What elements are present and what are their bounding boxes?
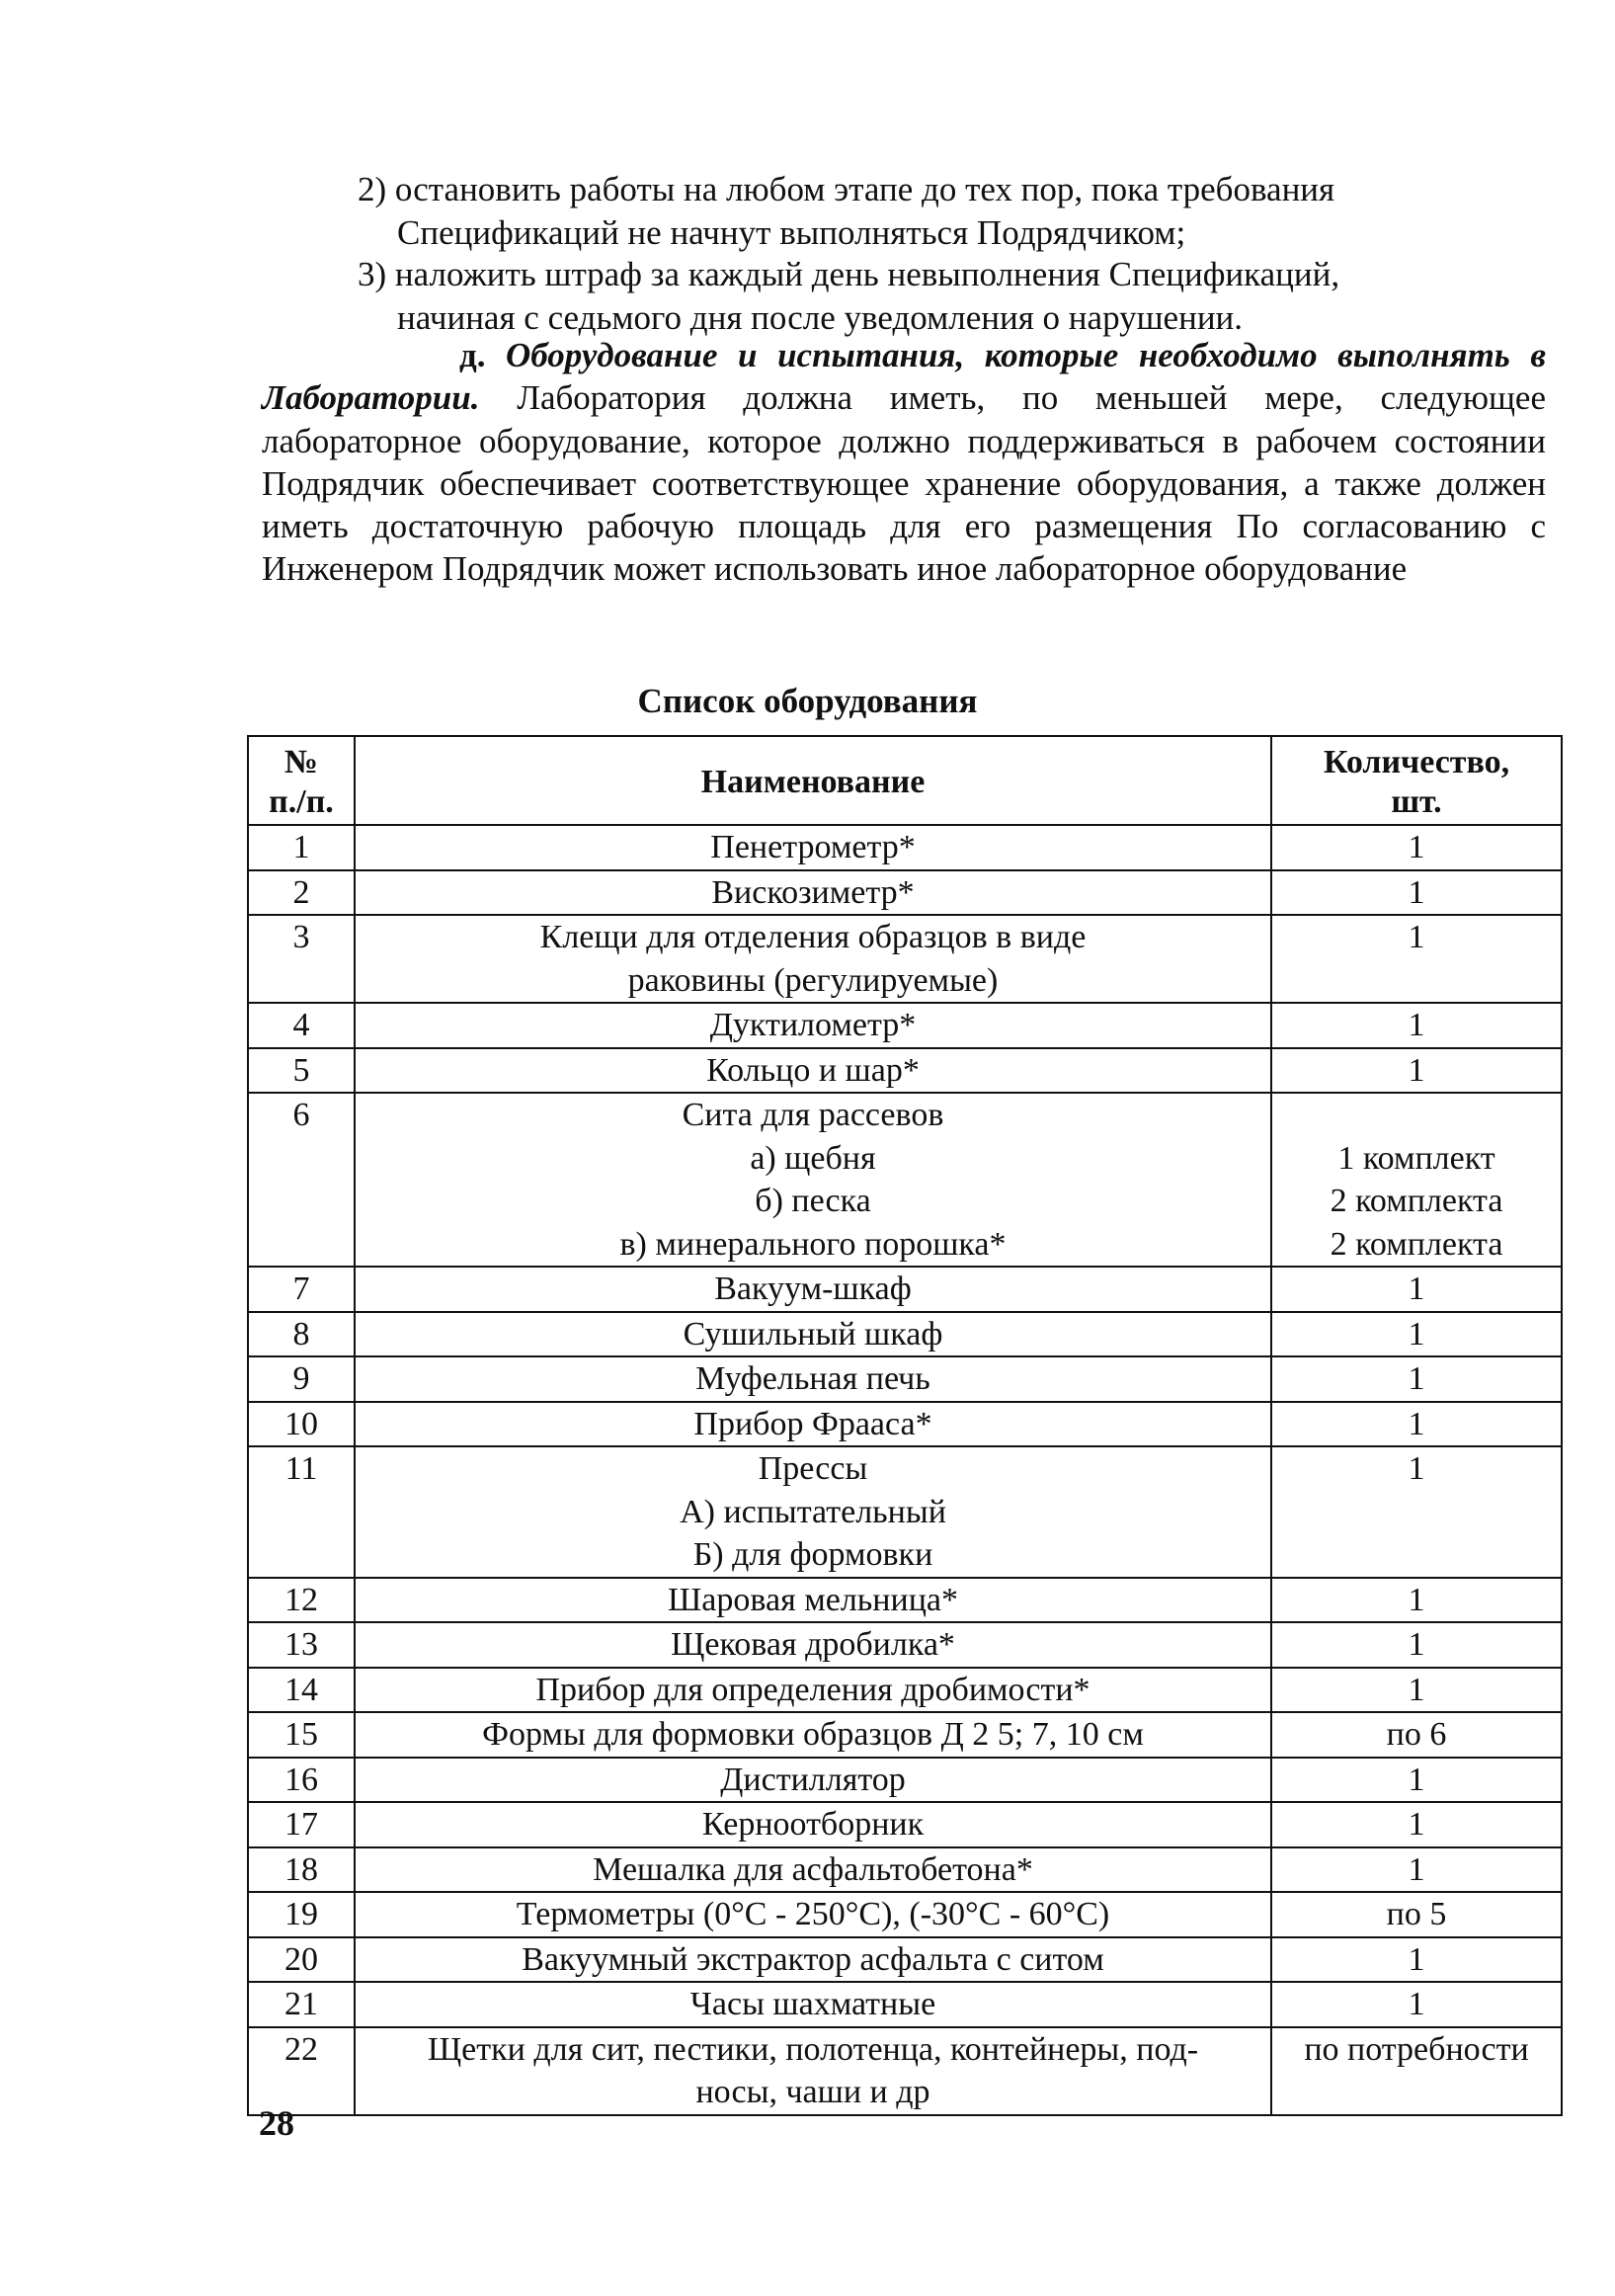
row-name-line: Сита для рассевов [682, 1097, 944, 1133]
table-row [248, 1802, 1562, 1847]
row-number: 22 [248, 2027, 355, 2115]
row-number: 19 [248, 1892, 355, 1937]
row-number: 1 [248, 825, 355, 870]
row-name [355, 1312, 1271, 1357]
row-name [355, 1402, 1271, 1447]
row-quantity [1271, 1446, 1562, 1578]
row-number: 15 [248, 1712, 355, 1758]
row-quantity-line: 1 [1408, 1360, 1425, 1397]
row-quantity-line: 1 [1408, 1271, 1425, 1307]
row-quantity-line: 1 [1408, 1405, 1425, 1442]
row-quantity [1271, 1048, 1562, 1094]
row-quantity-line: 2 комплекта [1330, 1183, 1503, 1219]
row-number: 18 [248, 1847, 355, 1893]
row-quantity [1271, 1847, 1562, 1893]
row-name [355, 1982, 1271, 2027]
table-header-row [248, 736, 1562, 825]
row-quantity-line: по потребности [1304, 2030, 1529, 2068]
row-name-line: Керноотборник [701, 1806, 925, 1843]
row-name [355, 1937, 1271, 1983]
row-name-line: Вискозиметр* [711, 873, 915, 911]
row-name [355, 1892, 1271, 1937]
list-item-3-line-2: начиная с седьмого дня после уведомления о нарушении. [397, 298, 1244, 337]
row-number: 9 [248, 1356, 355, 1402]
row-quantity [1271, 915, 1562, 1003]
table-row [248, 1312, 1562, 1357]
paragraph-letter: д. [459, 336, 486, 374]
row-quantity-line: 2 комплекта [1330, 1225, 1503, 1263]
row-number: 11 [248, 1446, 355, 1578]
row-name-line: Вакуум-шкаф [714, 1271, 912, 1307]
table-row [248, 1758, 1562, 1803]
row-quantity [1271, 1937, 1562, 1983]
row-quantity [1271, 1356, 1562, 1402]
row-quantity-line: 1 [1408, 829, 1425, 865]
row-name-line: б) песка [755, 1183, 871, 1219]
row-quantity-line [1278, 1094, 1555, 1137]
row-name-line: Шаровая мельница* [668, 1581, 958, 1618]
row-quantity [1271, 870, 1562, 916]
row-quantity [1271, 1093, 1562, 1267]
row-number: 14 [248, 1668, 355, 1713]
header-number-line-1: № [283, 744, 319, 780]
table-row [248, 1937, 1562, 1983]
row-name [355, 1622, 1271, 1668]
row-quantity-line: 1 [1408, 1940, 1425, 1978]
table-row [248, 915, 1562, 1003]
row-name-line: Прибор для определения дробимости* [535, 1671, 1090, 1708]
row-quantity [1271, 1668, 1562, 1713]
paragraph-heading: Оборудование и испытания, которые необходимо выполнять в Лаборатории. [262, 336, 1546, 418]
row-number: 10 [248, 1402, 355, 1447]
header-number [248, 736, 355, 825]
row-quantity [1271, 1712, 1562, 1758]
table-row [248, 1356, 1562, 1402]
row-quantity-line: 1 [1408, 919, 1425, 955]
row-number: 16 [248, 1758, 355, 1803]
row-quantity [1271, 1267, 1562, 1312]
row-number: 3 [248, 915, 355, 1003]
row-name [355, 1668, 1271, 1713]
table-row [248, 1892, 1562, 1937]
paragraph-body: Лаборатория должна иметь, по меньшей мере, следующее лабораторное оборудование, которое должно поддерживаться в рабочем состоянии Подрядчик обеспечивает соответствующее хранение оборудования, а также должен иметь достаточную рабочую площадь для его размещения По согласованию с Инженером Подрядчик может использовать иное лабораторное оборудование [262, 378, 1546, 589]
table-title: Список оборудования [637, 682, 978, 720]
row-quantity [1271, 1892, 1562, 1937]
row-name [355, 1847, 1271, 1893]
row-name-line: Б) для формовки [692, 1536, 933, 1573]
list-item-3-line-1: 3) наложить штраф за каждый день невыполнения Спецификаций, [358, 255, 1340, 293]
table-row [248, 1578, 1562, 1623]
row-name-line: Вакуумный экстрактор асфальта с ситом [522, 1940, 1104, 1978]
row-name [355, 1003, 1271, 1048]
row-number: 6 [248, 1093, 355, 1267]
row-quantity [1271, 1622, 1562, 1668]
row-name [355, 870, 1271, 916]
table-body [248, 825, 1562, 2115]
row-quantity-line: 1 комплект [1337, 1139, 1495, 1177]
row-quantity-line: 1 [1408, 1450, 1425, 1487]
header-quantity [1271, 736, 1562, 825]
row-name-line: А) испытательный [680, 1493, 946, 1530]
table-row [248, 1847, 1562, 1893]
row-name-line: Термометры (0°С - 250°С), (-30°С - 60°С) [516, 1896, 1110, 1932]
row-quantity-line: 1 [1408, 1626, 1425, 1663]
row-quantity [1271, 1312, 1562, 1357]
row-quantity-line: 1 [1408, 1761, 1425, 1798]
row-name [355, 2027, 1271, 2115]
row-quantity-line: 1 [1408, 1671, 1425, 1708]
row-name [355, 1356, 1271, 1402]
row-number: 5 [248, 1048, 355, 1094]
row-name [355, 1446, 1271, 1578]
row-name [355, 825, 1271, 870]
row-quantity-line: по 6 [1386, 1716, 1447, 1753]
row-quantity [1271, 1758, 1562, 1803]
row-quantity-line: 1 [1408, 1007, 1425, 1043]
row-name-line: а) щебня [750, 1139, 876, 1177]
header-name: Наименование [355, 736, 1271, 825]
row-quantity [1271, 1003, 1562, 1048]
row-name [355, 1093, 1271, 1267]
list-item-2-line-1: 2) остановить работы на любом этапе до тех пор, пока требования [358, 170, 1335, 208]
row-name-line: Часы шахматные [689, 1986, 936, 2022]
row-name [355, 1048, 1271, 1094]
equipment-paragraph [262, 334, 1546, 591]
row-name [355, 1758, 1271, 1803]
row-number: 2 [248, 870, 355, 916]
row-name [355, 1267, 1271, 1312]
row-name-line: Дуктилометр* [709, 1007, 917, 1043]
row-name-line: Мешалка для асфальтобетона* [593, 1850, 1033, 1888]
row-name-line: Клещи для отделения образцов в виде [539, 919, 1087, 955]
header-quantity-line-2: шт. [1391, 783, 1442, 820]
row-name-line: Щековая дробилка* [671, 1626, 955, 1663]
table-row [248, 1982, 1562, 2027]
row-quantity [1271, 1802, 1562, 1847]
row-name-line: раковины (регулируемые) [627, 961, 999, 999]
row-name [355, 1712, 1271, 1758]
equipment-table [247, 735, 1563, 2116]
row-name-line: Кольцо и шар* [706, 1051, 920, 1089]
row-number: 4 [248, 1003, 355, 1048]
table-row [248, 1267, 1562, 1312]
row-quantity [1271, 1578, 1562, 1623]
row-name-line: Дистиллятор [720, 1761, 906, 1798]
row-name-line: Прессы [758, 1450, 868, 1487]
table-row [248, 1093, 1562, 1267]
row-quantity-line: 1 [1408, 1986, 1425, 2022]
row-name-line: Формы для формовки образцов Д 2 5; 7, 10 см [482, 1716, 1144, 1753]
table-row [248, 1446, 1562, 1578]
row-name [355, 1802, 1271, 1847]
table-row [248, 1402, 1562, 1447]
row-quantity-line: 1 [1408, 1315, 1425, 1353]
row-name-line: Пенетрометр* [710, 829, 916, 865]
row-name [355, 1578, 1271, 1623]
row-number: 20 [248, 1937, 355, 1983]
row-number: 7 [248, 1267, 355, 1312]
row-quantity-line: по 5 [1386, 1896, 1447, 1932]
table-row [248, 825, 1562, 870]
row-quantity-line: 1 [1408, 1850, 1425, 1888]
row-name-line: Муфельная печь [695, 1360, 930, 1397]
row-name-line: в) минерального порошка* [619, 1225, 1007, 1263]
row-number: 17 [248, 1802, 355, 1847]
row-quantity [1271, 825, 1562, 870]
row-quantity [1271, 2027, 1562, 2115]
table-row [248, 870, 1562, 916]
row-name-line: Щетки для сит, пестики, полотенца, контейнеры, под- [427, 2030, 1199, 2068]
row-quantity [1271, 1402, 1562, 1447]
header-quantity-line-1: Количество, [1323, 744, 1510, 780]
table-row [248, 1712, 1562, 1758]
page-number: 28 [259, 2103, 294, 2143]
row-name [355, 915, 1271, 1003]
row-number: 13 [248, 1622, 355, 1668]
row-number: 12 [248, 1578, 355, 1623]
header-number-line-2: п./п. [269, 783, 334, 820]
row-quantity [1271, 1982, 1562, 2027]
row-quantity-line: 1 [1408, 1051, 1425, 1089]
row-quantity-line: 1 [1408, 873, 1425, 911]
row-quantity-line: 1 [1408, 1581, 1425, 1618]
list-item-2-line-2: Спецификаций не начнут выполняться Подрядчиком; [397, 213, 1186, 252]
table-row [248, 1048, 1562, 1094]
row-name-line: Сушильный шкаф [683, 1315, 943, 1353]
row-name-line: носы, чаши и др [695, 2074, 930, 2110]
row-quantity-line: 1 [1408, 1806, 1425, 1843]
row-name-line: Прибор Фрааса* [693, 1405, 932, 1442]
table-row [248, 1622, 1562, 1668]
table-row [248, 1668, 1562, 1713]
table-row [248, 1003, 1562, 1048]
table-row [248, 2027, 1562, 2115]
row-number: 21 [248, 1982, 355, 2027]
row-number: 8 [248, 1312, 355, 1357]
